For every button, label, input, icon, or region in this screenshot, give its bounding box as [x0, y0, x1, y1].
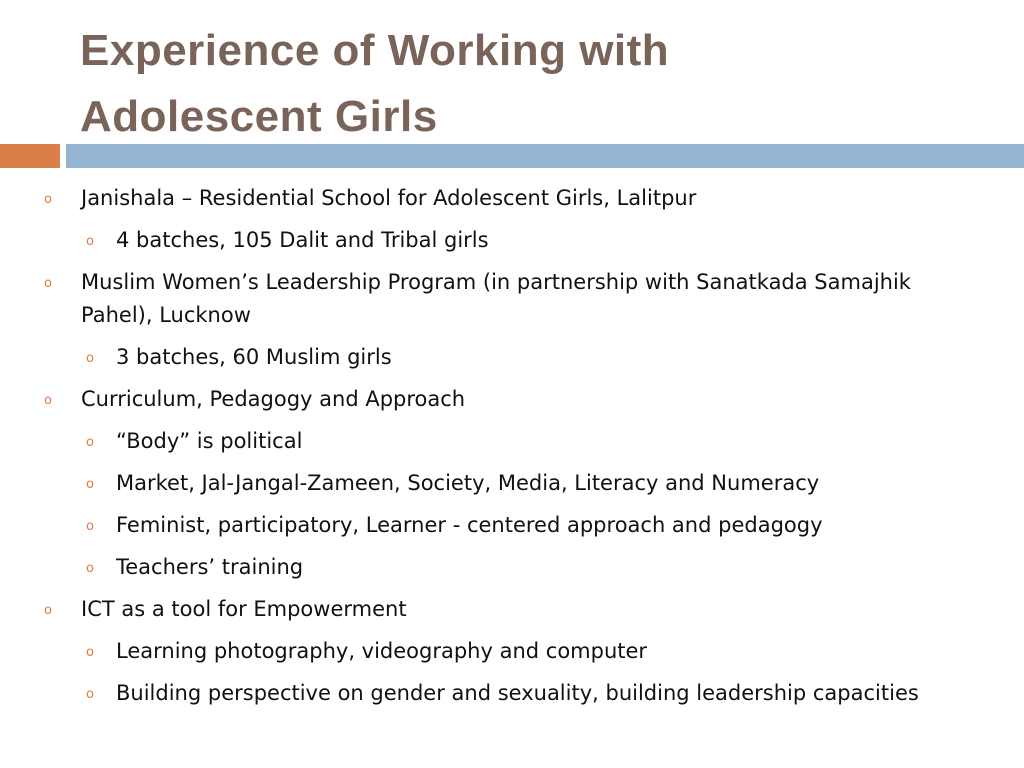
list-item-text: 3 batches, 60 Muslim girls — [116, 345, 392, 369]
bullet-icon: o — [86, 561, 94, 576]
list-item — [0, 509, 1024, 542]
divider-bar — [66, 144, 1024, 168]
list-item — [0, 182, 1024, 215]
list-item-text: Curriculum, Pedagogy and Approach — [81, 387, 466, 411]
list-item — [0, 341, 1024, 374]
list-item-text: 4 batches, 105 Dalit and Tribal girls — [116, 228, 489, 252]
bullet-icon: o — [86, 351, 94, 366]
title-line-2: Adolescent Girls — [80, 92, 438, 141]
list-item — [0, 425, 1024, 458]
slide-title — [80, 18, 980, 150]
bullet-icon: o — [44, 603, 52, 618]
list-item — [0, 383, 1024, 416]
list-item — [0, 551, 1024, 584]
accent-bar — [0, 144, 60, 168]
list-item-text: Learning photography, videography and computer — [116, 639, 648, 663]
list-item — [0, 677, 1024, 710]
list-item — [0, 224, 1024, 257]
list-item — [0, 593, 1024, 626]
list-item — [0, 266, 1024, 332]
bullet-icon: o — [86, 645, 94, 660]
list-item-text: Janishala – Residential School for Adolescent Girls, Lalitpur — [81, 186, 697, 210]
list-item-text: Feminist, participatory, Learner - centered approach and pedagogy — [116, 513, 823, 537]
bullet-icon: o — [86, 687, 94, 702]
bullet-icon: o — [86, 435, 94, 450]
bullet-icon: o — [44, 393, 52, 408]
list-item-text: Muslim Women’s Leadership Program (in partnership with Sanatkada Samajhik Pahel), Lucknow — [81, 270, 911, 327]
list-item-text: Building perspective on gender and sexuality, building leadership capacities — [116, 681, 919, 705]
bullet-list — [0, 182, 1024, 710]
title-line-1: Experience of Working with — [80, 26, 670, 75]
list-item — [0, 467, 1024, 500]
list-item-text: ICT as a tool for Empowerment — [81, 597, 407, 621]
bullet-icon: o — [86, 519, 94, 534]
bullet-icon: o — [44, 276, 52, 291]
list-item — [0, 635, 1024, 668]
bullet-icon: o — [44, 192, 52, 207]
list-item-text: “Body” is political — [116, 429, 303, 453]
bullet-icon: o — [86, 477, 94, 492]
list-item-text: Market, Jal-Jangal-Zameen, Society, Media, Literacy and Numeracy — [116, 471, 820, 495]
bullet-icon: o — [86, 234, 94, 249]
list-item-text: Teachers’ training — [116, 555, 304, 579]
